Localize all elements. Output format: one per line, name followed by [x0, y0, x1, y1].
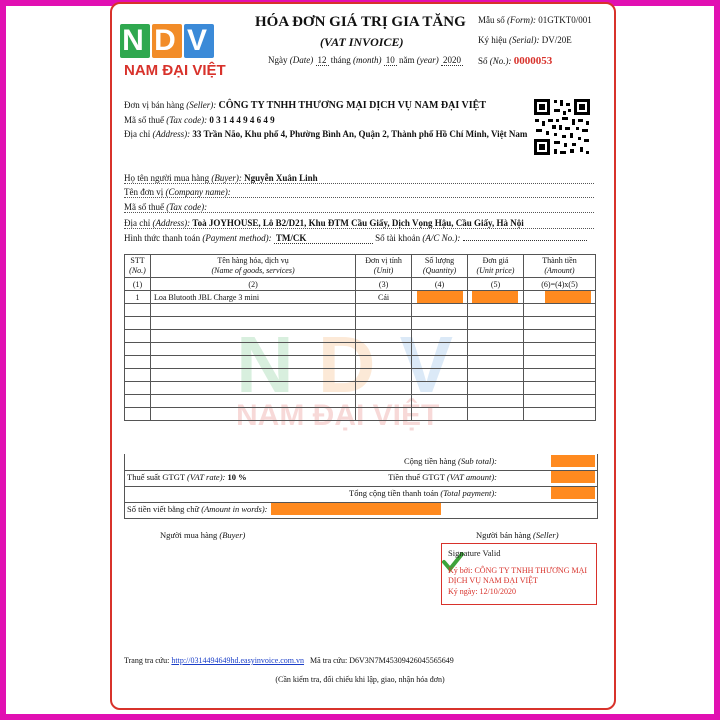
month-label: tháng — [330, 55, 351, 65]
col-header-label-en: (Amount) — [544, 266, 575, 275]
words-text: Số tiền viết bằng chữ — [127, 504, 200, 514]
account-label-en: (A/C No.): — [422, 233, 461, 243]
year-label-en: (year) — [416, 55, 439, 65]
payment-method: TM/CK — [274, 233, 373, 244]
buyer-tax-label-en: (Tax code): — [166, 202, 208, 212]
lookup-link[interactable]: http://0314494649hd.easyinvoice.com.vn — [171, 656, 305, 665]
lookup-label: Trang tra cứu: — [124, 656, 170, 665]
table-header-row — [125, 255, 596, 278]
vat-amount-label — [388, 472, 497, 482]
watermark-name: NAM ĐẠI VIỆT — [236, 399, 440, 432]
buyer-signature-text-en: (Buyer) — [219, 530, 246, 540]
empty-cell — [125, 304, 151, 317]
empty-cell — [150, 382, 355, 395]
col-header-label-en: (Quantity) — [422, 266, 457, 275]
empty-cell — [468, 408, 524, 421]
empty-cell — [150, 395, 355, 408]
empty-cell — [412, 317, 468, 330]
redacted-quantity — [417, 291, 463, 303]
buyer-tax-label: Mã số thuế — [124, 202, 164, 212]
redacted-subtotal — [551, 455, 595, 467]
table-row — [125, 369, 596, 382]
col-header-no — [125, 255, 151, 278]
empty-cell — [412, 356, 468, 369]
digital-signature-box — [441, 543, 597, 605]
col-header-label: STT — [130, 256, 145, 265]
empty-cell — [412, 395, 468, 408]
words-label — [127, 504, 268, 514]
col-header-label: Số lượng — [424, 256, 455, 265]
col-header-label-en: (Unit) — [373, 266, 394, 275]
buyer-signature-text: Người mua hàng — [160, 530, 218, 540]
vat-rate — [127, 472, 247, 482]
buyer-name: Nguyễn Xuân Linh — [244, 173, 318, 183]
col-header-amount — [523, 255, 595, 278]
empty-cell — [523, 317, 595, 330]
empty-cell — [523, 382, 595, 395]
empty-cell — [412, 382, 468, 395]
words-text-en: (Amount in words): — [201, 504, 268, 514]
index-cell: (1) — [125, 278, 151, 291]
redacted-amount — [545, 291, 591, 303]
empty-cell — [150, 317, 355, 330]
empty-cell — [468, 395, 524, 408]
payment-label-en: (Payment method): — [202, 233, 272, 243]
lookup-code-label: Mã tra cứu: — [310, 656, 348, 665]
subtotal-label — [404, 456, 497, 466]
item-unit: Cái — [356, 291, 412, 304]
subtotal-text-en: (Sub total): — [458, 456, 497, 466]
empty-cell — [468, 317, 524, 330]
table-row — [125, 382, 596, 395]
seller-tax-row — [124, 115, 275, 125]
footer-note: (Cần kiểm tra, đối chiếu khi lập, giao, nhận hóa đơn) — [275, 675, 445, 684]
empty-cell — [356, 382, 412, 395]
empty-cell — [356, 304, 412, 317]
table-row — [125, 408, 596, 421]
buyer-address-label-en: (Address): — [152, 218, 191, 228]
empty-cell — [468, 382, 524, 395]
month-label-en: (month) — [353, 55, 382, 65]
item-unit-price — [468, 291, 524, 304]
serial-number — [478, 35, 572, 45]
col-header-name — [150, 255, 355, 278]
item-no: 1 — [125, 291, 151, 304]
empty-cell — [523, 395, 595, 408]
table-row — [125, 356, 596, 369]
redacted-amount-words — [271, 503, 441, 515]
seller-address-row — [124, 129, 527, 139]
buyer-label-en: (Buyer): — [211, 173, 242, 183]
empty-cell — [523, 408, 595, 421]
empty-cell — [412, 408, 468, 421]
date-label: Ngày — [268, 55, 288, 65]
table-row — [125, 330, 596, 343]
empty-cell — [125, 395, 151, 408]
seller-tax-code: 0 3 1 4 4 9 4 6 4 9 — [209, 115, 275, 125]
empty-cell — [150, 408, 355, 421]
empty-cell — [356, 408, 412, 421]
empty-cell — [356, 395, 412, 408]
form-label-en: (Form): — [507, 15, 536, 25]
seller-name-row — [124, 100, 486, 111]
invoice-subtitle: (VAT INVOICE) — [320, 35, 404, 49]
date-year: 2020 — [443, 55, 461, 65]
items-table — [124, 254, 596, 421]
table-row — [125, 343, 596, 356]
total-row — [124, 486, 598, 503]
buyer-label: Họ tên người mua hàng — [124, 173, 210, 183]
redacted-vat-amount — [551, 471, 595, 483]
date-day: 12 — [317, 55, 327, 65]
redacted-total — [551, 487, 595, 499]
empty-cell — [523, 330, 595, 343]
seller-label-en: (Seller): — [186, 100, 217, 110]
buyer-name-row — [124, 173, 594, 184]
index-cell: (6)=(4)x(5) — [523, 278, 595, 291]
seller-tax-label-en: (Tax code): — [166, 115, 208, 125]
seller-address: 33 Trần Não, Khu phố 4, Phường Bình An, Quận 2, Thành phố Hồ Chí Minh, Việt Nam — [192, 129, 528, 139]
table-index-row — [125, 278, 596, 291]
form-number — [478, 15, 592, 25]
empty-cell — [468, 304, 524, 317]
col-header-unit-price — [468, 255, 524, 278]
empty-cell — [356, 343, 412, 356]
company-label: Tên đơn vị — [124, 187, 164, 197]
serial-label-en: (Serial): — [509, 35, 540, 45]
empty-cell — [125, 356, 151, 369]
buyer-signature-label — [160, 530, 245, 540]
empty-cell — [356, 369, 412, 382]
empty-cell — [412, 343, 468, 356]
vat-amount-text: Tiền thuế GTGT — [388, 472, 445, 482]
company-label-en: (Company name): — [165, 187, 231, 197]
empty-cell — [468, 343, 524, 356]
seller-address-label-en: (Address): — [152, 129, 191, 139]
logo-name: NAM ĐẠI VIỆT — [124, 62, 226, 79]
empty-cell — [412, 369, 468, 382]
account-label: Số tài khoản — [375, 233, 421, 243]
words-row — [124, 502, 598, 519]
empty-cell — [468, 330, 524, 343]
empty-cell — [150, 304, 355, 317]
empty-cell — [468, 356, 524, 369]
empty-cell — [523, 343, 595, 356]
total-label — [349, 488, 497, 498]
col-header-label-en: (Unit price) — [476, 266, 515, 275]
seller-address-label: Địa chỉ — [124, 129, 151, 139]
col-header-label: Tên hàng hóa, dịch vụ — [217, 256, 289, 265]
total-text: Tổng cộng tiền thanh toán — [349, 488, 439, 498]
empty-cell — [125, 408, 151, 421]
index-cell: (2) — [150, 278, 355, 291]
index-cell: (5) — [468, 278, 524, 291]
lookup-row — [124, 656, 454, 665]
form-value: 01GTKT0/001 — [538, 15, 592, 25]
empty-cell — [523, 356, 595, 369]
logo-letter-v: V — [184, 24, 214, 58]
empty-cell — [412, 304, 468, 317]
payment-label: Hình thức thanh toán — [124, 233, 201, 243]
item-quantity — [412, 291, 468, 304]
seller-tax-label: Mã số thuế — [124, 115, 164, 125]
table-row — [125, 317, 596, 330]
company-logo — [120, 24, 216, 58]
vat-row — [124, 470, 598, 487]
vat-rate-label: Thuế suất GTGT — [127, 472, 185, 482]
empty-rows — [125, 304, 596, 421]
date-label-en: (Date) — [289, 55, 314, 65]
empty-cell — [150, 369, 355, 382]
seller-signature-text-en: (Seller) — [533, 530, 559, 540]
col-header-label: Đơn vị tính — [365, 256, 402, 265]
empty-cell — [125, 343, 151, 356]
date-month: 10 — [385, 55, 395, 65]
qr-code-icon — [532, 97, 592, 157]
col-header-label-en: (No.) — [129, 266, 146, 275]
serial-value: DV/20E — [541, 35, 572, 45]
logo-letter-n: N — [120, 24, 150, 58]
empty-cell — [356, 330, 412, 343]
empty-cell — [150, 330, 355, 343]
serial-label: Ký hiệu — [478, 35, 507, 45]
company-row — [124, 187, 594, 198]
empty-cell — [468, 369, 524, 382]
seller-label: Đơn vị bán hàng — [124, 100, 184, 110]
empty-cell — [150, 343, 355, 356]
buyer-address-row — [124, 218, 594, 229]
logo-letter-d: D — [152, 24, 182, 58]
table-row — [125, 304, 596, 317]
table-row — [125, 395, 596, 408]
number-value: 0000053 — [513, 55, 553, 67]
form-label: Mẫu số — [478, 15, 505, 25]
invoice-date — [268, 55, 463, 65]
watermark-letter-n: N — [236, 320, 318, 409]
subtotal-text: Cộng tiền hàng — [403, 456, 456, 466]
lookup-code: D6V3N7M45309426045565649 — [349, 656, 454, 665]
col-header-quantity — [412, 255, 468, 278]
payment-row — [124, 233, 594, 244]
watermark-letter-v: V — [399, 320, 477, 409]
empty-cell — [125, 317, 151, 330]
col-header-label-en: (Name of goods, services) — [211, 266, 295, 275]
empty-cell — [125, 369, 151, 382]
invoice-number — [478, 55, 552, 67]
empty-cell — [125, 382, 151, 395]
vat-rate-value: 10 % — [227, 472, 247, 482]
empty-cell — [150, 356, 355, 369]
seller-signature-label — [476, 530, 559, 540]
vat-amount-text-en: (VAT amount): — [446, 472, 497, 482]
empty-cell — [523, 304, 595, 317]
col-header-label: Đơn giá — [482, 256, 509, 265]
item-amount — [523, 291, 595, 304]
number-label: Số — [478, 56, 488, 66]
signed-by-text: Ký bởi: CÔNG TY TNHH THƯƠNG MẠI DỊCH VỤ NAM ĐẠI VIỆT — [448, 566, 588, 585]
account-number — [463, 240, 587, 241]
buyer-address: Toà JOYHOUSE, Lô B2/D21, Khu ĐTM Cầu Giấy, Dịch Vọng Hậu, Cầu Giấy, Hà Nội — [192, 218, 524, 228]
watermark-letter-d: D — [317, 320, 400, 409]
item-name: Loa Blutooth JBL Charge 3 mini — [150, 291, 355, 304]
subtotal-row — [124, 454, 598, 471]
index-cell: (4) — [412, 278, 468, 291]
year-label: năm — [399, 55, 415, 65]
col-header-unit — [356, 255, 412, 278]
total-text-en: (Total payment): — [440, 488, 497, 498]
redacted-unit-price — [472, 291, 518, 303]
empty-cell — [356, 356, 412, 369]
number-label-en: (No.): — [489, 56, 512, 66]
empty-cell — [412, 330, 468, 343]
seller-signature-text: Người bán hàng — [476, 530, 531, 540]
empty-cell — [125, 330, 151, 343]
buyer-address-label: Địa chỉ — [124, 218, 151, 228]
signed-date-text: Ký ngày: 12/10/2020 — [448, 587, 516, 596]
invoice-title: HÓA ĐƠN GIÁ TRỊ GIA TĂNG — [255, 14, 466, 30]
empty-cell — [356, 317, 412, 330]
seller-name: CÔNG TY TNHH THƯƠNG MẠI DỊCH VỤ NAM ĐẠI VIỆT — [218, 100, 487, 111]
col-header-label: Thành tiền — [542, 256, 577, 265]
index-cell: (3) — [356, 278, 412, 291]
table-row — [125, 291, 596, 304]
vat-rate-label-en: (VAT rate): — [187, 472, 226, 482]
buyer-tax-row — [124, 202, 594, 213]
empty-cell — [523, 369, 595, 382]
signature-valid-text: Signature Valid — [448, 548, 501, 558]
